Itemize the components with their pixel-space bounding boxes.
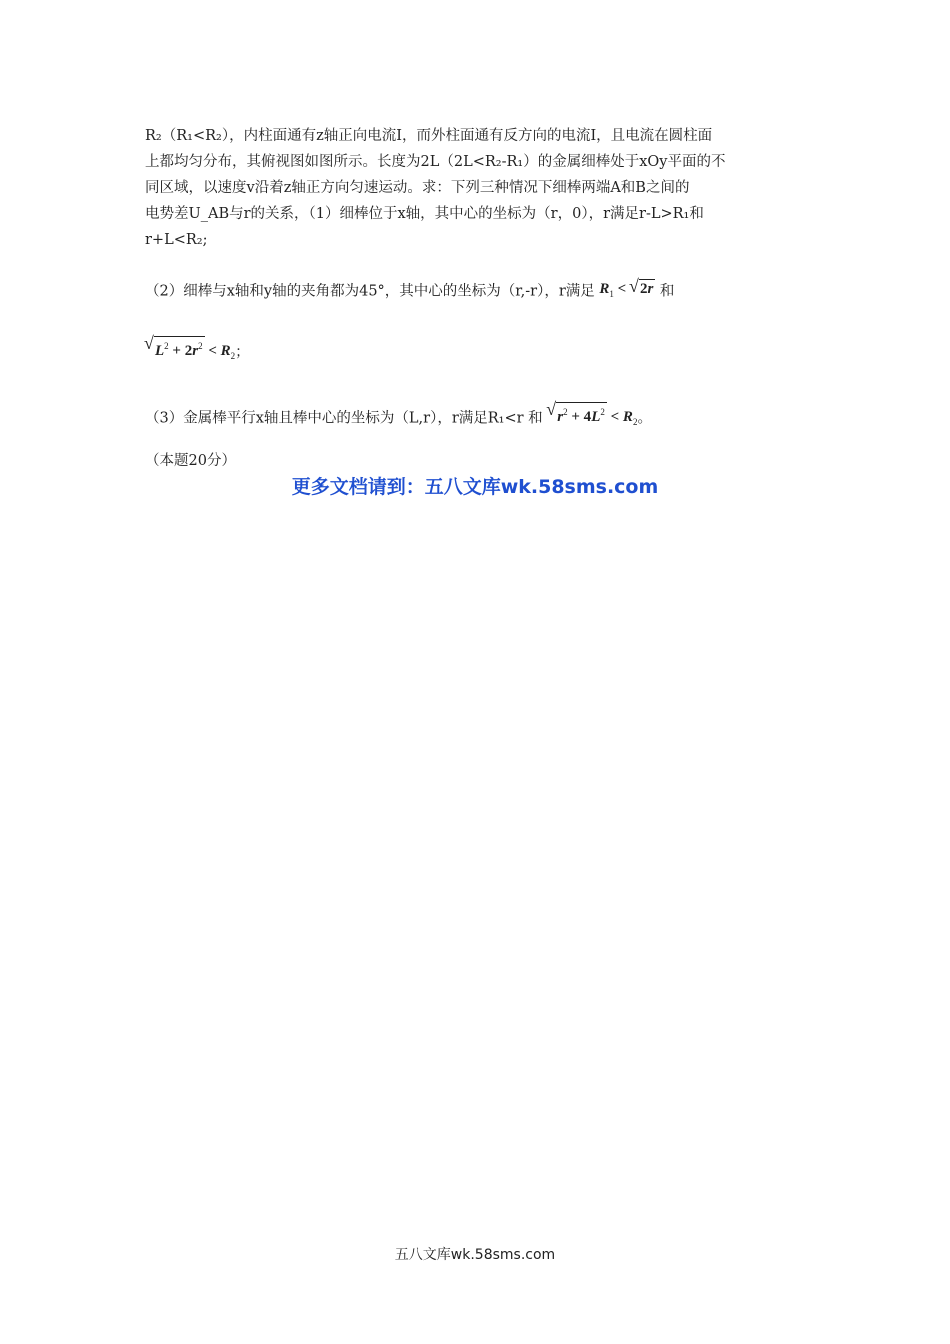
page-footer: 五八文库wk.58sms.com (394, 1247, 556, 1263)
case-2-end: ； (235, 344, 250, 361)
case-2-and: 和 (659, 283, 675, 300)
problem-line: R₂（R₁<R₂），内柱面通有z轴正向电流I，而外柱面通有反方向的电流I，且电流在圆柱面 (145, 128, 713, 144)
problem-line: r+L<R₂; (145, 232, 208, 248)
promo-link[interactable]: 更多文档请到：五八文库wk.58sms.com (291, 476, 659, 498)
problem-line: 上都均匀分布，其俯视图如图所示。长度为2L（2L<R₂-R₁）的金属细棒处于xOy平面的不 (145, 154, 726, 170)
problem-line: 电势差U_AB与r的关系，（1）细棒位于x轴，其中心的坐标为（r，0），r满足r-L>R₁和 (145, 206, 704, 222)
problem-line: 同区域，以速度v沿着z轴正方向匀速运动。求：下列三种情况下细棒两端A和B之间的 (145, 180, 690, 196)
case-2 (145, 276, 808, 307)
case-3 (145, 402, 808, 435)
formula-sqrt-r2-4l2-lt-r2: √ $r^2 + 4L^2 < R_2$ (547, 402, 637, 435)
formula-sqrt-l2-2r2-lt-r2: √ $L^2 + 2r^2 < R_2$ (145, 336, 235, 369)
case-2-text: （2）细棒与x轴和y轴的夹角都为45°，其中心的坐标为（r,-r），r满足 (145, 283, 595, 300)
case-2-cont (145, 336, 808, 369)
score-note: （本题20分） (145, 453, 236, 469)
case-3-end: 。 (637, 410, 652, 427)
formula-r1-lt-sqrt2r: $R_1$ < √ 2r (599, 276, 655, 307)
case-3-text: （3）金属棒平行x轴且棒中心的坐标为（L,r），r满足R₁<r 和 (145, 410, 543, 427)
problem-statement (145, 123, 808, 253)
